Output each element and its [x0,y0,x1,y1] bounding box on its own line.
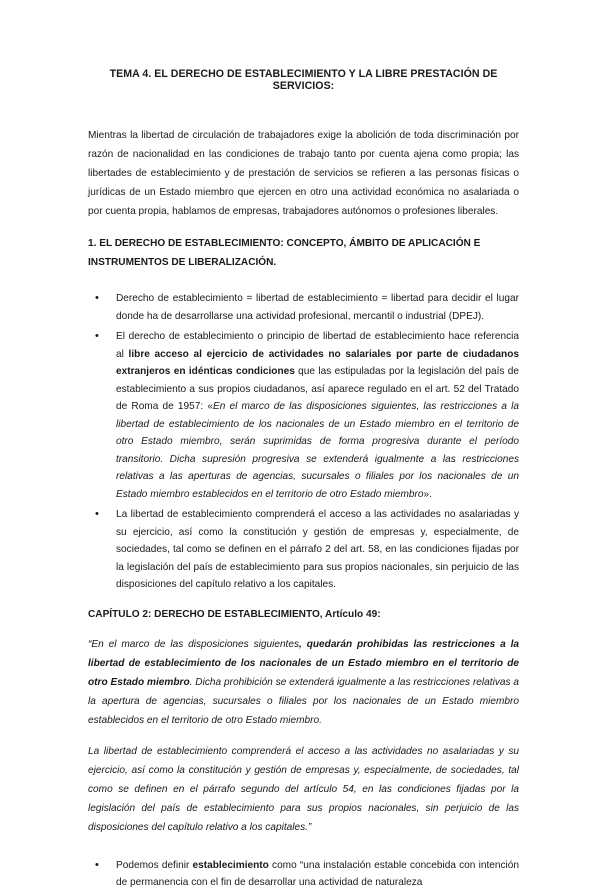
bullet-item-3 [88,506,519,594]
document-title: TEMA 4. EL DERECHO DE ESTABLECIMIENTO Y LA LIBRE PRESTACIÓN DE SERVICIOS: [109,68,498,92]
bullet-4-text-b: como “una instalación estable concebida con intención de permanencia con el fin de desarrollar una actividad de naturaleza [116,859,519,888]
bullet-3-text: La libertad de establecimiento comprenderá el acceso a las actividades no asalariadas y su ejercicio, así como la constitución y gestión de empresas y, especialmente, de sociedades, tal como se definen en el párrafo 2 del art. 58, en las condiciones fijadas por la legislación del país de establecimiento para sus propios nacionales, sin perjuicio de las disposiciones del capítulo relativo a los capitales. [116,509,519,590]
quote-1-text-a: En el marco de las disposiciones siguientes [91,638,300,650]
chapter-heading-article: , Artículo 49: [319,608,381,620]
bullet-icon: • [95,292,99,304]
chapter-heading [88,605,519,624]
quote-paragraph-1 [88,635,519,730]
bullet-4-bold: establecimiento [192,859,269,871]
bullet-icon: • [95,330,99,342]
bullet-icon: • [95,858,99,871]
bullet-icon: • [95,508,99,520]
bullet-2-text-c: ». [423,488,432,500]
quote-1-text-b: . Dicha prohibición se extenderá igualmente a las restricciones relativas a la apertura de agencias, sucursales o filiales por los nacionales de un Estado miembro establecidos en el territorio de otro Estado miembro. [88,676,520,726]
bullet-list-2 [88,857,519,892]
bullet-1-text: Derecho de establecimiento = libertad de establecimiento = libertad para decidir el lugar donde ha de desarrollarse una actividad profesional, mercantil o industrial (DPEJ). [116,293,519,322]
intro-paragraph: Mientras la libertad de circulación de trabajadores exige la abolición de toda discriminación por razón de nacionalidad en las condiciones de trabajo tanto por cuenta ajena como propia; las libertades de establecimiento y de prestación de servicios se refieren a las personas físicas o jurídicas de un Estado miembro que ejercen en otro una actividad económica no asalariada o por cuenta propia, hablamos de empresas, trabajadores autónomos o profesiones liberales. [88,130,519,217]
bullet-item-1 [88,290,519,325]
bullet-4-text-a: Podemos definir [116,859,193,871]
quote-open-mark: “ [88,638,92,650]
quote-1-bold: , quedarán prohibidas las restricciones a la libertad de establecimiento de los nacionales de un Estado miembro en el territorio de otro Estado miembro [88,638,519,688]
chapter-heading-bold: CAPÍTULO 2: DERECHO DE ESTABLECIMIENTO [88,608,320,620]
bullet-2-text-b: que las estipuladas por la legislación del país de establecimiento a sus propios ciudadanos, así aparece regulado en el art. 52 del Tratado de Roma de 1957: « [116,366,519,412]
bullet-list [88,290,519,594]
quote-paragraph-2: La libertad de establecimiento comprenderá el acceso a las actividades no asalariadas y su ejercicio, así como la constitución y gestión de empresas y, especialmente, de sociedades, tal como se definen en el párrafo segundo del artículo 54, en las condiciones fijadas por la legislación del país de establecimiento para sus propios nacionales, sin perjuicio de las disposiciones del capítulo relativo a los capitales.” [88,745,519,833]
bullet-2-bold: libre acceso al ejercicio de actividades no salariales por parte de ciudadanos extranjeros en idénticas condiciones [116,348,519,377]
bullet-2-italic-quote: En el marco de las disposiciones siguientes, las restricciones a la libertad de establecimiento de los nacionales de un Estado miembro en el territorio de otro Estado miembro, serán suprimidas de forma progresiva durante el período transitorio. Dicha supresión progresiva se extenderá igualmente a las restricciones relativas a las aperturas de agencias, sucursales o filiales por los nacionales de un Estado miembro establecidos en el territorio de otro Estado miembro [116,401,519,500]
bullet-2-text-a: El derecho de establecimiento o principio de libertad de establecimiento hace referencia al [116,331,519,360]
section-1-heading: 1. EL DERECHO DE ESTABLECIMIENTO: CONCEPTO, ÁMBITO DE APLICACIÓN E INSTRUMENTOS DE LIBERALIZACIÓN. [88,238,481,268]
bullet-item-4 [88,857,519,892]
bullet-item-2 [88,328,519,503]
